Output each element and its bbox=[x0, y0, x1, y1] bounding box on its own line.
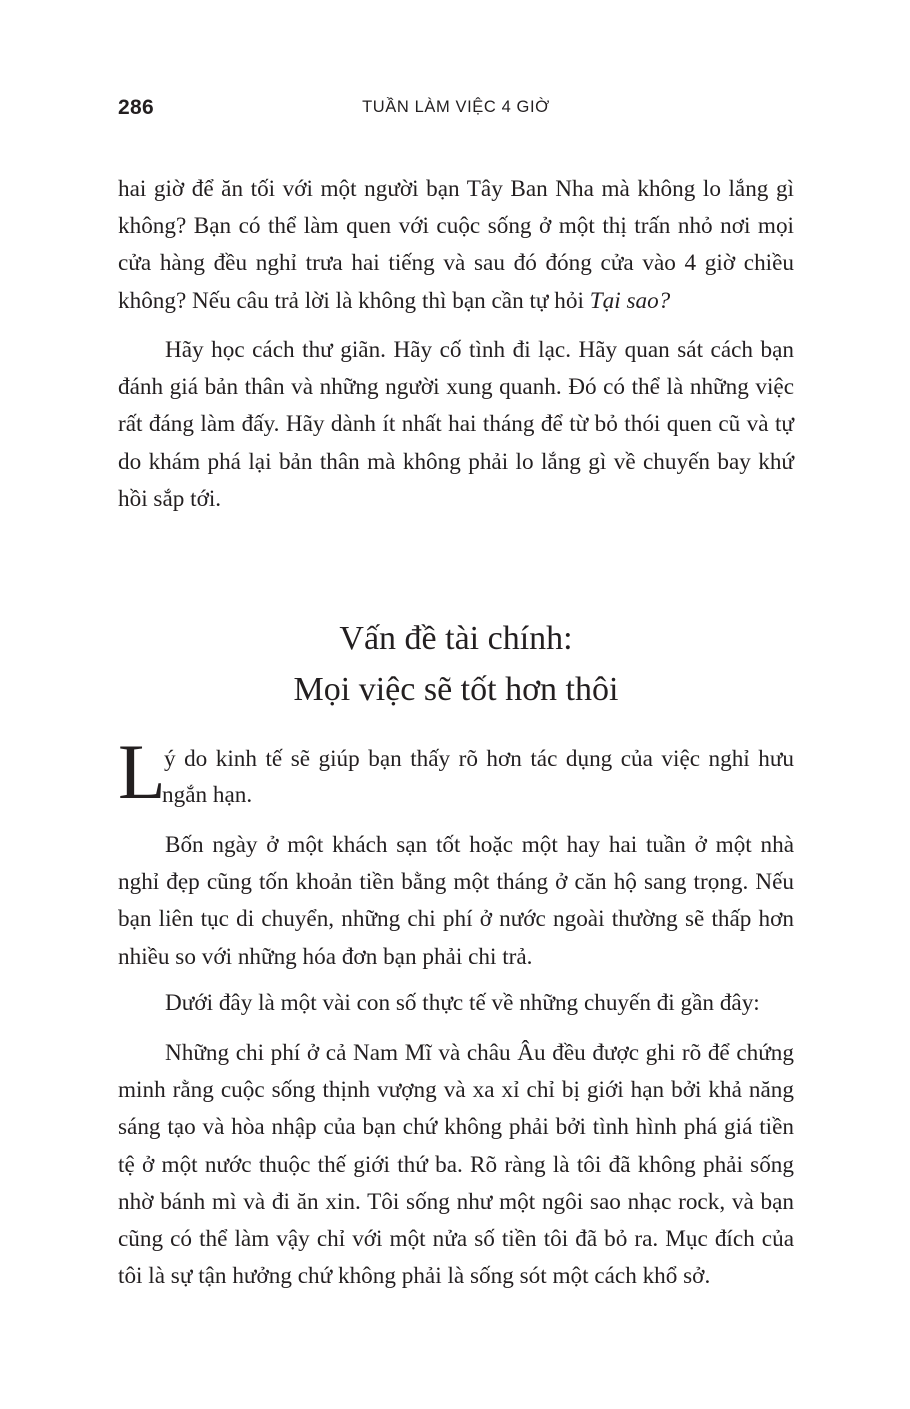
page-number: 286 bbox=[118, 96, 154, 119]
dropcap-paragraph bbox=[118, 728, 794, 821]
paragraph-relax bbox=[118, 332, 794, 518]
section-heading-line-1: Vấn đề tài chính: bbox=[339, 620, 573, 658]
paragraph-real-numbers bbox=[118, 985, 794, 1022]
paragraph-expenses bbox=[118, 1035, 794, 1295]
paragraph-text: Những chi phí ở cả Nam Mĩ và châu Âu đều được ghi rõ để chứng minh rằng cuộc sống thịnh vượng và xa xỉ chỉ bị giới hạn bởi khả năng sáng tạo và hòa nhập của bạn chứ không phải bởi tình hình phá giá tiền tệ ở một nước thuộc thế giới thứ ba. Rõ ràng là tôi đã không phải sống nhờ bánh mì và đi ăn xin. Tôi sống như một ngôi sao nhạc rock, và bạn cũng có thể làm vậy chỉ với một nửa số tiền tôi đã bỏ ra. Mục đích của tôi là sự tận hưởng chứ không phải là sống sót một cách khổ sở. bbox=[118, 1040, 794, 1290]
dropcap-line-1: ý do kinh tế sẽ giúp bạn thấy rõ hơn tác dụng của việc nghỉ hưu bbox=[164, 746, 794, 772]
section-heading-line-2: Mọi việc sẽ tốt hơn thôi bbox=[293, 671, 619, 709]
book-title-header: TUẦN LÀM VIỆC 4 GIỜ bbox=[362, 98, 550, 116]
italic-question: Tại sao? bbox=[589, 287, 671, 314]
dropcap-line-2: ngắn hạn. bbox=[162, 782, 253, 808]
paragraph-text: Dưới đây là một vài con số thực tế về những chuyến đi gần đây: bbox=[165, 990, 760, 1016]
paragraph-text: Bốn ngày ở một khách sạn tốt hoặc một hay hai tuần ở một nhà nghỉ đẹp cũng tốn khoản tiền bằng một tháng ở căn hộ sang trọng. Nếu bạn liên tục di chuyển, những chi phí ở nước ngoài thường sẽ thấp hơn nhiều so với những hóa đơn bạn phải chi trả. bbox=[118, 832, 794, 970]
paragraph-text: Hãy học cách thư giãn. Hãy cố tình đi lạc. Hãy quan sát cách bạn đánh giá bản thân và những người xung quanh. Đó có thể là những việc rất đáng làm đấy. Hãy dành ít nhất hai tháng để từ bỏ thói quen cũ và tự do khám phá lại bản thân mà không phải lo lắng gì về chuyến bay khứ hồi sắp tới. bbox=[118, 337, 794, 512]
running-header bbox=[118, 94, 794, 124]
section-heading bbox=[118, 613, 794, 715]
paragraph-text: hai giờ để ăn tối với một người bạn Tây Ban Nha mà không lo lắng gì không? Bạn có thể làm quen với cuộc sống ở một thị trấn nhỏ nơi mọi cửa hàng đều nghỉ trưa hai tiếng và sau đó đóng cửa vào 4 giờ chiều không? Nếu câu trả lời là không thì bạn cần tự hỏi bbox=[118, 176, 794, 314]
drop-cap-initial: L bbox=[118, 728, 166, 815]
paragraph-hotel-costs bbox=[118, 827, 794, 976]
paragraph-continuation bbox=[118, 171, 794, 320]
